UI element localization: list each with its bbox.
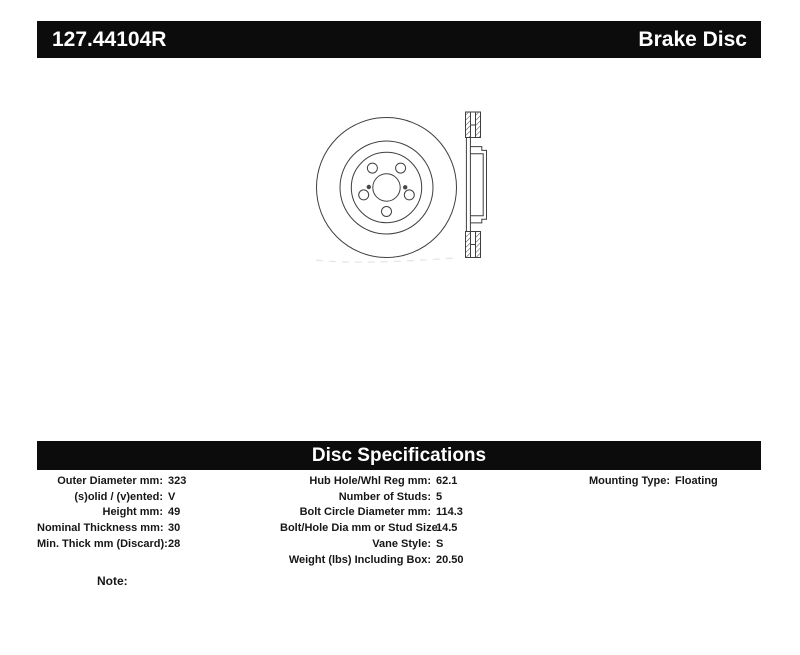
spec-label: Number of Studs: [338,490,431,503]
spec-value: 114.3 [436,506,463,519]
note-label: Note: [97,574,128,588]
spec-label: Bolt Circle Diameter mm: [299,506,431,519]
spec-row [37,474,280,490]
spec-row [280,505,540,521]
part-number: 127.44104R [52,27,167,51]
spec-row [37,521,280,537]
spec-value: 28 [168,537,181,550]
brake-disc-front-view [317,118,457,258]
spec-label: Height mm: [102,506,163,519]
spec-label: Bolt/Hole Dia mm or Stud Size: [280,522,442,535]
title-bar [37,21,761,58]
spec-value: 5 [436,490,443,503]
center-hub-hole [373,174,400,201]
spec-row [37,490,280,506]
friction-plate-hatch [476,232,481,258]
stud-hole [382,207,392,217]
outer-diameter-circle [317,118,457,258]
spec-section-title: Disc Specifications [311,444,487,466]
spec-row [37,505,280,521]
spec-value: V [168,490,176,503]
spec-value: 30 [168,522,181,535]
technical-drawing [298,90,502,275]
spec-row [280,474,540,490]
scan-artifact [316,258,455,262]
product-name: Brake Disc [638,27,747,51]
braking-surface-circle [340,141,433,234]
spec-label: Vane Style: [372,537,431,550]
hat-inner-outline [470,154,483,216]
friction-plate-hatch [466,232,471,258]
hub-flange-circle [351,152,421,222]
friction-plate-hatch [466,112,471,138]
spec-label: Min. Thick mm (Discard): [37,537,168,550]
spec-row [37,537,280,553]
spec-value: Floating [675,475,718,487]
spec-value: S [436,537,444,550]
spec-row [280,553,540,569]
spec-row [540,474,761,490]
hat-outline [470,147,486,223]
brake-disc-side-view [466,112,487,258]
spec-label: Mounting Type: [588,475,670,487]
spec-section-header [37,441,761,470]
spec-label: Weight (lbs) Including Box: [288,553,431,566]
spec-value: 49 [168,506,181,519]
spec-row [280,537,540,553]
spec-label: Hub Hole/Whl Reg mm: [309,475,431,487]
spec-label: Nominal Thickness mm: [37,522,164,535]
stud-hole [396,163,406,173]
spec-value: 323 [168,475,187,487]
spec-value: 20.50 [436,553,464,566]
stud-hole [359,190,369,200]
friction-plate-hatch [476,112,481,138]
spec-column-dimensions [37,474,280,553]
spec-value: 14.5 [436,522,458,535]
spec-row [280,521,540,537]
spec-row [280,490,540,506]
spec-value: 62.1 [436,475,458,487]
set-screw-dot [403,185,407,189]
spec-column-mounting [280,474,540,568]
set-screw-dot [367,185,371,189]
spec-label: Outer Diameter mm: [57,475,163,487]
spec-column-type [540,474,761,490]
spec-label: (s)olid / (v)ented: [74,490,163,503]
stud-hole [367,163,377,173]
stud-hole [404,190,414,200]
